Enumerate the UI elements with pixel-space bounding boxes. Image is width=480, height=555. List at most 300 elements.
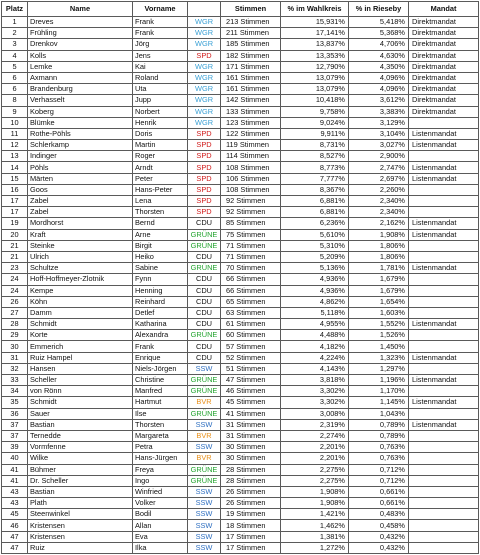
mandat-cell — [409, 251, 479, 262]
party-cell: SSW — [188, 531, 221, 542]
rieseby-percent-cell: 4,096% — [349, 72, 409, 83]
table-row — [2, 352, 479, 363]
rieseby-percent-cell: 4,350% — [349, 61, 409, 72]
table-row — [2, 330, 479, 341]
vorname-cell: Bernd — [133, 218, 188, 229]
vorname-cell: Katharina — [133, 319, 188, 330]
mandat-cell: Listenmandat — [409, 218, 479, 229]
vorname-cell: Ingo — [133, 475, 188, 486]
platz-cell: 8 — [2, 95, 28, 106]
name-cell: Hansen — [28, 363, 133, 374]
party-cell: GRÜNE — [188, 263, 221, 274]
table-row — [2, 486, 479, 497]
mandat-cell — [409, 196, 479, 207]
stimmen-cell: 108 Stimmen — [221, 162, 281, 173]
mandat-cell — [409, 520, 479, 531]
platz-cell: 43 — [2, 486, 28, 497]
vorname-cell: Arndt — [133, 162, 188, 173]
name-cell: Schmidt — [28, 319, 133, 330]
vorname-cell: Winfried — [133, 486, 188, 497]
platz-cell: 14 — [2, 162, 28, 173]
name-cell: Steinke — [28, 240, 133, 251]
rieseby-percent-cell: 1,196% — [349, 375, 409, 386]
mandat-cell: Listenmandat — [409, 319, 479, 330]
vorname-cell: Eva — [133, 531, 188, 542]
wahlkreis-percent-cell: 5,118% — [281, 307, 349, 318]
rieseby-percent-cell: 0,712% — [349, 464, 409, 475]
wahlkreis-percent-cell: 6,881% — [281, 207, 349, 218]
vorname-cell: Jupp — [133, 95, 188, 106]
stimmen-cell: 18 Stimmen — [221, 520, 281, 531]
header-partei — [188, 2, 221, 17]
mandat-cell — [409, 542, 479, 553]
party-cell: SPD — [188, 140, 221, 151]
vorname-cell: Christine — [133, 375, 188, 386]
wahlkreis-percent-cell: 4,936% — [281, 285, 349, 296]
stimmen-cell: 17 Stimmen — [221, 542, 281, 553]
platz-cell: 28 — [2, 319, 28, 330]
rieseby-percent-cell: 0,661% — [349, 498, 409, 509]
stimmen-cell: 57 Stimmen — [221, 341, 281, 352]
header-row — [2, 2, 479, 17]
party-cell: GRÜNE — [188, 475, 221, 486]
rieseby-percent-cell: 0,789% — [349, 430, 409, 441]
name-cell: Kristensen — [28, 520, 133, 531]
party-cell: WGR — [188, 95, 221, 106]
stimmen-cell: 182 Stimmen — [221, 50, 281, 61]
platz-cell: 34 — [2, 386, 28, 397]
stimmen-cell: 142 Stimmen — [221, 95, 281, 106]
table-row — [2, 128, 479, 139]
rieseby-percent-cell: 0,789% — [349, 419, 409, 430]
wahlkreis-percent-cell: 4,488% — [281, 330, 349, 341]
table-row — [2, 296, 479, 307]
stimmen-cell: 123 Stimmen — [221, 117, 281, 128]
mandat-cell: Listenmandat — [409, 352, 479, 363]
rieseby-percent-cell: 1,908% — [349, 229, 409, 240]
vorname-cell: Jörg — [133, 39, 188, 50]
rieseby-percent-cell: 2,162% — [349, 218, 409, 229]
party-cell: WGR — [188, 39, 221, 50]
mandat-cell: Direktmandat — [409, 17, 479, 28]
vorname-cell: Thorsten — [133, 419, 188, 430]
rieseby-percent-cell: 1,145% — [349, 397, 409, 408]
vorname-cell: Lena — [133, 196, 188, 207]
stimmen-cell: 161 Stimmen — [221, 72, 281, 83]
stimmen-cell: 211 Stimmen — [221, 28, 281, 39]
mandat-cell: Listenmandat — [409, 419, 479, 430]
table-row — [2, 498, 479, 509]
table-row — [2, 542, 479, 553]
name-cell: Blümke — [28, 117, 133, 128]
header-platz: Platz — [2, 2, 28, 17]
vorname-cell: Alexandra — [133, 330, 188, 341]
mandat-cell — [409, 117, 479, 128]
platz-cell: 4 — [2, 50, 28, 61]
mandat-cell: Listenmandat — [409, 397, 479, 408]
header-rieseby: % in Rieseby — [349, 2, 409, 17]
vorname-cell: Hans-Jürgen — [133, 453, 188, 464]
table-row — [2, 196, 479, 207]
table-row — [2, 240, 479, 251]
name-cell: Mordhorst — [28, 218, 133, 229]
mandat-cell: Listenmandat — [409, 140, 479, 151]
party-cell: CDU — [188, 352, 221, 363]
mandat-cell — [409, 464, 479, 475]
rieseby-percent-cell: 1,552% — [349, 319, 409, 330]
party-cell: CDU — [188, 341, 221, 352]
table-row — [2, 72, 479, 83]
platz-cell: 17 — [2, 207, 28, 218]
party-cell: CDU — [188, 296, 221, 307]
mandat-cell — [409, 274, 479, 285]
header-stimmen: Stimmen — [221, 2, 281, 17]
mandat-cell: Direktmandat — [409, 72, 479, 83]
platz-cell: 11 — [2, 128, 28, 139]
wahlkreis-percent-cell: 13,079% — [281, 84, 349, 95]
vorname-cell: Frank — [133, 28, 188, 39]
name-cell: Bastian — [28, 486, 133, 497]
table-row — [2, 464, 479, 475]
platz-cell: 41 — [2, 475, 28, 486]
wahlkreis-percent-cell: 9,911% — [281, 128, 349, 139]
name-cell: Bühmer — [28, 464, 133, 475]
stimmen-cell: 66 Stimmen — [221, 285, 281, 296]
party-cell: WGR — [188, 61, 221, 72]
name-cell: Ruiz Hampel — [28, 352, 133, 363]
wahlkreis-percent-cell: 1,462% — [281, 520, 349, 531]
mandat-cell: Listenmandat — [409, 263, 479, 274]
vorname-cell: Hartmut — [133, 397, 188, 408]
wahlkreis-percent-cell: 1,908% — [281, 498, 349, 509]
vorname-cell: Manfred — [133, 386, 188, 397]
rieseby-percent-cell: 2,260% — [349, 184, 409, 195]
vorname-cell: Uta — [133, 84, 188, 95]
table-row — [2, 251, 479, 262]
stimmen-cell: 122 Stimmen — [221, 128, 281, 139]
wahlkreis-percent-cell: 17,141% — [281, 28, 349, 39]
table-row — [2, 106, 479, 117]
name-cell: Schultze — [28, 263, 133, 274]
platz-cell: 37 — [2, 419, 28, 430]
platz-cell: 6 — [2, 84, 28, 95]
table-row — [2, 28, 479, 39]
stimmen-cell: 60 Stimmen — [221, 330, 281, 341]
rieseby-percent-cell: 1,806% — [349, 240, 409, 251]
party-cell: CDU — [188, 307, 221, 318]
name-cell: Schlerkamp — [28, 140, 133, 151]
rieseby-percent-cell: 1,654% — [349, 296, 409, 307]
wahlkreis-percent-cell: 3,302% — [281, 386, 349, 397]
vorname-cell: Freya — [133, 464, 188, 475]
wahlkreis-percent-cell: 2,319% — [281, 419, 349, 430]
vorname-cell: Volker — [133, 498, 188, 509]
name-cell: Rothe-Pöhls — [28, 128, 133, 139]
rieseby-percent-cell: 4,630% — [349, 50, 409, 61]
wahlkreis-percent-cell: 2,201% — [281, 442, 349, 453]
vorname-cell: Reinhard — [133, 296, 188, 307]
party-cell: WGR — [188, 28, 221, 39]
name-cell: Brandenburg — [28, 84, 133, 95]
stimmen-cell: 106 Stimmen — [221, 173, 281, 184]
vorname-cell: Enrique — [133, 352, 188, 363]
vorname-cell: Heiko — [133, 251, 188, 262]
rieseby-percent-cell: 0,763% — [349, 453, 409, 464]
party-cell: GRÜNE — [188, 240, 221, 251]
stimmen-cell: 71 Stimmen — [221, 240, 281, 251]
platz-cell: 27 — [2, 307, 28, 318]
table-row — [2, 17, 479, 28]
rieseby-percent-cell: 2,747% — [349, 162, 409, 173]
table-row — [2, 307, 479, 318]
rieseby-percent-cell: 2,697% — [349, 173, 409, 184]
name-cell: Schmidt — [28, 397, 133, 408]
wahlkreis-percent-cell: 8,773% — [281, 162, 349, 173]
party-cell: GRÜNE — [188, 330, 221, 341]
name-cell: Hoff-Hoffmeyer-Zlotnik — [28, 274, 133, 285]
wahlkreis-percent-cell: 9,758% — [281, 106, 349, 117]
vorname-cell: Jens — [133, 50, 188, 61]
table-row — [2, 363, 479, 374]
stimmen-cell: 71 Stimmen — [221, 251, 281, 262]
platz-cell: 2 — [2, 28, 28, 39]
rieseby-percent-cell: 5,368% — [349, 28, 409, 39]
table-row — [2, 95, 479, 106]
table-row — [2, 140, 479, 151]
stimmen-cell: 70 Stimmen — [221, 263, 281, 274]
name-cell: Koberg — [28, 106, 133, 117]
rieseby-percent-cell: 0,712% — [349, 475, 409, 486]
stimmen-cell: 47 Stimmen — [221, 375, 281, 386]
platz-cell: 26 — [2, 296, 28, 307]
stimmen-cell: 41 Stimmen — [221, 408, 281, 419]
rieseby-percent-cell: 0,458% — [349, 520, 409, 531]
table-row — [2, 430, 479, 441]
table-row — [2, 184, 479, 195]
rieseby-percent-cell: 1,781% — [349, 263, 409, 274]
platz-cell: 40 — [2, 453, 28, 464]
rieseby-percent-cell: 2,340% — [349, 207, 409, 218]
table-row — [2, 509, 479, 520]
name-cell: Dreves — [28, 17, 133, 28]
party-cell: CDU — [188, 319, 221, 330]
platz-cell: 16 — [2, 184, 28, 195]
table-row — [2, 173, 479, 184]
platz-cell: 24 — [2, 285, 28, 296]
stimmen-cell: 31 Stimmen — [221, 419, 281, 430]
rieseby-percent-cell: 2,900% — [349, 151, 409, 162]
party-cell: SPD — [188, 162, 221, 173]
party-cell: SPD — [188, 151, 221, 162]
rieseby-percent-cell: 1,450% — [349, 341, 409, 352]
party-cell: SSW — [188, 363, 221, 374]
wahlkreis-percent-cell: 4,182% — [281, 341, 349, 352]
platz-cell: 33 — [2, 375, 28, 386]
results-table — [1, 1, 479, 554]
table-row — [2, 263, 479, 274]
mandat-cell — [409, 498, 479, 509]
name-cell: Damm — [28, 307, 133, 318]
name-cell: Pöhls — [28, 162, 133, 173]
mandat-cell — [409, 307, 479, 318]
rieseby-percent-cell: 1,297% — [349, 363, 409, 374]
platz-cell: 10 — [2, 117, 28, 128]
platz-cell: 35 — [2, 397, 28, 408]
mandat-cell — [409, 453, 479, 464]
party-cell: SPD — [188, 184, 221, 195]
table-row — [2, 442, 479, 453]
vorname-cell: Kai — [133, 61, 188, 72]
rieseby-percent-cell: 1,679% — [349, 285, 409, 296]
wahlkreis-percent-cell: 1,272% — [281, 542, 349, 553]
party-cell: CDU — [188, 218, 221, 229]
rieseby-percent-cell: 2,340% — [349, 196, 409, 207]
header-mandat: Mandat — [409, 2, 479, 17]
mandat-cell — [409, 341, 479, 352]
wahlkreis-percent-cell: 8,527% — [281, 151, 349, 162]
mandat-cell: Direktmandat — [409, 39, 479, 50]
stimmen-cell: 19 Stimmen — [221, 509, 281, 520]
stimmen-cell: 17 Stimmen — [221, 531, 281, 542]
party-cell: SSW — [188, 520, 221, 531]
mandat-cell — [409, 486, 479, 497]
mandat-cell: Direktmandat — [409, 95, 479, 106]
wahlkreis-percent-cell: 2,201% — [281, 453, 349, 464]
header-vorname: Vorname — [133, 2, 188, 17]
name-cell: Ulrich — [28, 251, 133, 262]
table-row — [2, 285, 479, 296]
stimmen-cell: 92 Stimmen — [221, 207, 281, 218]
table-row — [2, 419, 479, 430]
name-cell: Ternedde — [28, 430, 133, 441]
platz-cell: 24 — [2, 274, 28, 285]
party-cell: SPD — [188, 50, 221, 61]
platz-cell: 47 — [2, 531, 28, 542]
vorname-cell: Birgit — [133, 240, 188, 251]
party-cell: WGR — [188, 117, 221, 128]
rieseby-percent-cell: 5,418% — [349, 17, 409, 28]
vorname-cell: Peter — [133, 173, 188, 184]
wahlkreis-percent-cell: 10,418% — [281, 95, 349, 106]
stimmen-cell: 28 Stimmen — [221, 475, 281, 486]
rieseby-percent-cell: 1,323% — [349, 352, 409, 363]
stimmen-cell: 108 Stimmen — [221, 184, 281, 195]
rieseby-percent-cell: 0,432% — [349, 531, 409, 542]
mandat-cell — [409, 330, 479, 341]
wahlkreis-percent-cell: 4,955% — [281, 319, 349, 330]
vorname-cell: Roland — [133, 72, 188, 83]
table-row — [2, 375, 479, 386]
vorname-cell: Ilka — [133, 542, 188, 553]
wahlkreis-percent-cell: 13,837% — [281, 39, 349, 50]
rieseby-percent-cell: 1,806% — [349, 251, 409, 262]
vorname-cell: Henning — [133, 285, 188, 296]
party-cell: WGR — [188, 72, 221, 83]
name-cell: Drenkov — [28, 39, 133, 50]
vorname-cell: Niels-Jörgen — [133, 363, 188, 374]
mandat-cell — [409, 408, 479, 419]
name-cell: Kristensen — [28, 531, 133, 542]
table-body — [2, 17, 479, 554]
header-name: Name — [28, 2, 133, 17]
name-cell: Kraft — [28, 229, 133, 240]
rieseby-percent-cell: 3,612% — [349, 95, 409, 106]
table-row — [2, 39, 479, 50]
name-cell: von Rönn — [28, 386, 133, 397]
stimmen-cell: 61 Stimmen — [221, 319, 281, 330]
vorname-cell: Ilse — [133, 408, 188, 419]
platz-cell: 47 — [2, 542, 28, 553]
vorname-cell: Henrik — [133, 117, 188, 128]
name-cell: Sauer — [28, 408, 133, 419]
vorname-cell: Frank — [133, 341, 188, 352]
party-cell: SPD — [188, 173, 221, 184]
stimmen-cell: 171 Stimmen — [221, 61, 281, 72]
wahlkreis-percent-cell: 5,610% — [281, 229, 349, 240]
wahlkreis-percent-cell: 3,818% — [281, 375, 349, 386]
vorname-cell: Arne — [133, 229, 188, 240]
header-wahlkreis: % im Wahlkreis — [281, 2, 349, 17]
platz-cell: 23 — [2, 263, 28, 274]
table-row — [2, 274, 479, 285]
platz-cell: 45 — [2, 509, 28, 520]
platz-cell: 12 — [2, 140, 28, 151]
stimmen-cell: 51 Stimmen — [221, 363, 281, 374]
wahlkreis-percent-cell: 9,024% — [281, 117, 349, 128]
stimmen-cell: 75 Stimmen — [221, 229, 281, 240]
rieseby-percent-cell: 0,432% — [349, 542, 409, 553]
mandat-cell: Listenmandat — [409, 128, 479, 139]
platz-cell: 29 — [2, 330, 28, 341]
party-cell: SSW — [188, 442, 221, 453]
party-cell: SSW — [188, 509, 221, 520]
mandat-cell — [409, 475, 479, 486]
mandat-cell: Direktmandat — [409, 28, 479, 39]
name-cell: Indinger — [28, 151, 133, 162]
wahlkreis-percent-cell: 4,862% — [281, 296, 349, 307]
mandat-cell — [409, 207, 479, 218]
vorname-cell: Frank — [133, 17, 188, 28]
party-cell: WGR — [188, 17, 221, 28]
stimmen-cell: 133 Stimmen — [221, 106, 281, 117]
vorname-cell: Allan — [133, 520, 188, 531]
stimmen-cell: 85 Stimmen — [221, 218, 281, 229]
party-cell: WGR — [188, 84, 221, 95]
party-cell: SPD — [188, 196, 221, 207]
name-cell: Märten — [28, 173, 133, 184]
platz-cell: 21 — [2, 240, 28, 251]
rieseby-percent-cell: 1,043% — [349, 408, 409, 419]
platz-cell: 41 — [2, 464, 28, 475]
vorname-cell: Thorsten — [133, 207, 188, 218]
mandat-cell — [409, 184, 479, 195]
party-cell: GRÜNE — [188, 386, 221, 397]
party-cell: SSW — [188, 542, 221, 553]
mandat-cell: Direktmandat — [409, 61, 479, 72]
wahlkreis-percent-cell: 2,275% — [281, 464, 349, 475]
party-cell: BVR — [188, 453, 221, 464]
platz-cell: 36 — [2, 408, 28, 419]
rieseby-percent-cell: 1,603% — [349, 307, 409, 318]
wahlkreis-percent-cell: 3,302% — [281, 397, 349, 408]
table-row — [2, 475, 479, 486]
stimmen-cell: 114 Stimmen — [221, 151, 281, 162]
platz-cell: 19 — [2, 218, 28, 229]
party-cell: CDU — [188, 251, 221, 262]
table-row — [2, 386, 479, 397]
mandat-cell: Listenmandat — [409, 173, 479, 184]
table-row — [2, 151, 479, 162]
